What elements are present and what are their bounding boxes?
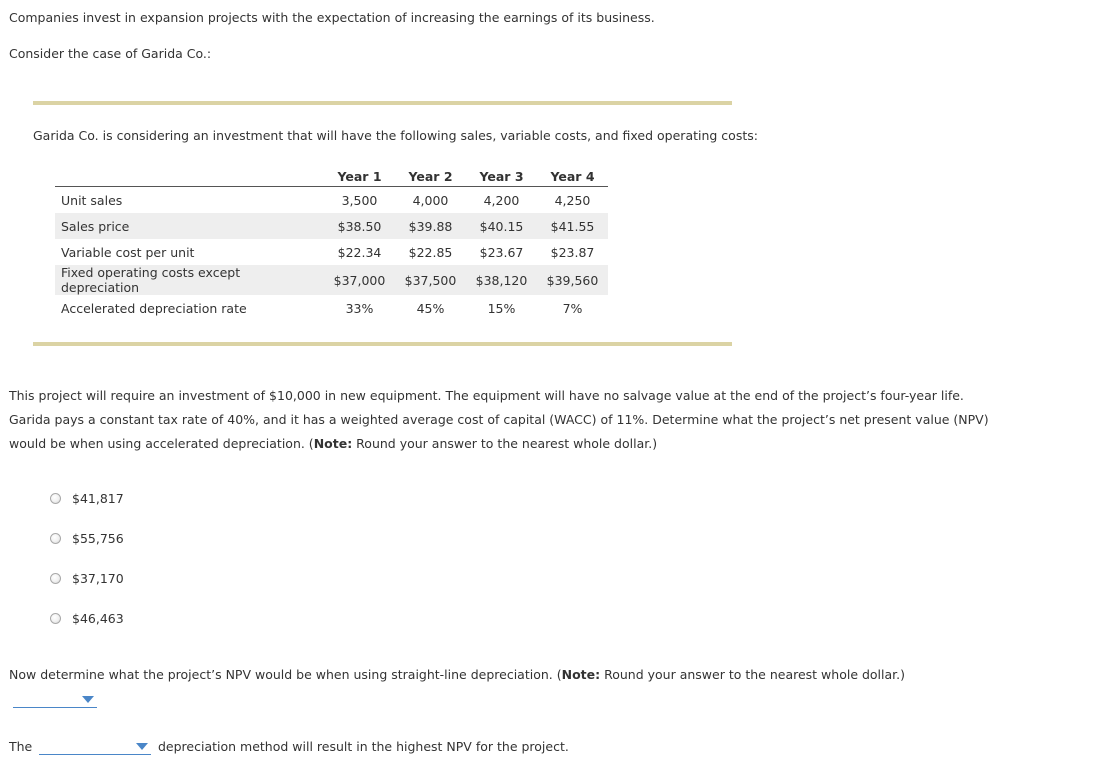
dropdown-arrow-icon	[82, 696, 94, 703]
sentence-suffix: depreciation method will result in the highest NPV for the project.	[158, 739, 569, 754]
cell: $38.50	[324, 213, 395, 239]
dropdown-arrow-icon	[136, 743, 148, 750]
cell: $40.15	[466, 213, 537, 239]
row-label: Accelerated depreciation rate	[61, 300, 247, 316]
option-label: $46,463	[72, 610, 124, 626]
row-label: Unit sales	[61, 192, 123, 208]
intro-line-2: Consider the case of Garida Co.:	[9, 46, 212, 61]
cell: $23.87	[550, 244, 595, 260]
header-year-4: Year 4	[537, 166, 608, 187]
header-year-3: Year 3	[466, 166, 537, 187]
table-intro: Garida Co. is considering an investment that will have the following sales, variable costs, and fixed operating costs:	[33, 128, 758, 143]
table-row	[55, 239, 608, 265]
question-paragraph	[9, 384, 1009, 456]
cell: $39.88	[395, 213, 466, 239]
bottom-divider	[33, 342, 732, 346]
question-text: This project will require an investment of $10,000 in new equipment. The equipment will have no salvage value at the end of the project’s four-year life. Garida pays a constant tax rate of 40%, and it has a weighted average cost of capital (WACC) of 11%. Determine what the project’s net present value (NPV) would be when using accelerated depreciation. (	[9, 388, 989, 451]
question-2-text: Now determine what the project’s NPV would be when using straight-line depreciation. (	[9, 667, 562, 682]
row-label: Fixed operating costs except depreciation	[55, 265, 324, 295]
cell: $22.34	[337, 244, 382, 260]
cell: 3,500	[341, 192, 378, 208]
cell: 4,000	[412, 192, 449, 208]
cell: 45%	[416, 300, 445, 316]
note-text: Round your answer to the nearest whole dollar.)	[600, 667, 906, 682]
answer-option[interactable]	[50, 490, 124, 506]
radio-button[interactable]	[50, 533, 61, 544]
answer-option[interactable]	[50, 530, 124, 546]
header-year-2: Year 2	[395, 166, 466, 187]
cell: $37,000	[324, 265, 395, 295]
cell: $39,560	[537, 265, 608, 295]
row-label: Sales price	[55, 213, 324, 239]
answer-option[interactable]	[50, 570, 124, 586]
intro-line-1: Companies invest in expansion projects with the expectation of increasing the earnings of its business.	[9, 10, 655, 25]
note-text: Round your answer to the nearest whole dollar.)	[352, 436, 658, 451]
cell: $22.85	[408, 244, 453, 260]
cell: 7%	[562, 300, 583, 316]
npv-straight-line-dropdown[interactable]	[13, 693, 97, 708]
sentence-prefix: The	[9, 739, 33, 754]
header-year-1: Year 1	[324, 166, 395, 187]
cell: $37,500	[395, 265, 466, 295]
question-2	[9, 667, 905, 682]
option-label: $37,170	[72, 570, 124, 586]
option-label: $55,756	[72, 530, 124, 546]
table-header-row	[55, 166, 608, 187]
cell: 33%	[345, 300, 374, 316]
radio-button[interactable]	[50, 573, 61, 584]
table-row	[55, 213, 608, 239]
cell: $41.55	[537, 213, 608, 239]
row-label: Variable cost per unit	[61, 244, 195, 260]
radio-button[interactable]	[50, 613, 61, 624]
cell: $23.67	[479, 244, 524, 260]
cell: $38,120	[466, 265, 537, 295]
table-row	[55, 187, 608, 214]
cell: 4,200	[483, 192, 520, 208]
cost-table	[55, 166, 608, 321]
option-label: $41,817	[72, 490, 124, 506]
table-row	[55, 265, 608, 295]
note-label: Note:	[561, 667, 601, 682]
note-label: Note:	[313, 436, 353, 451]
radio-button[interactable]	[50, 493, 61, 504]
cell: 15%	[487, 300, 516, 316]
cell: 4,250	[554, 192, 591, 208]
depreciation-method-dropdown[interactable]	[39, 740, 151, 755]
table-row	[55, 295, 608, 321]
top-divider	[33, 101, 732, 105]
header-blank	[55, 166, 324, 187]
answer-option[interactable]	[50, 610, 124, 626]
